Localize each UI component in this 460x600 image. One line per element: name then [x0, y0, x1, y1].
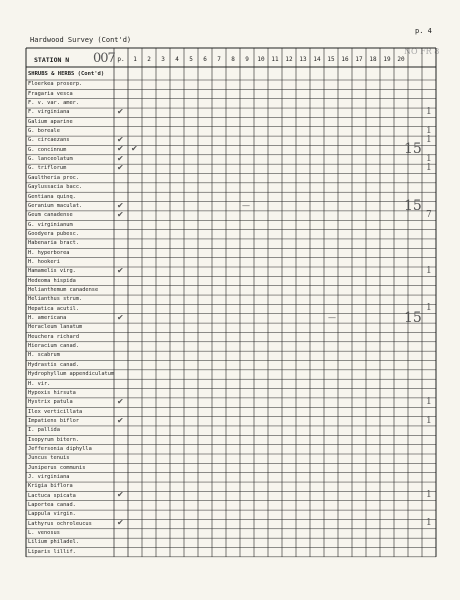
check-mark: ✔: [117, 144, 124, 154]
species-row-label: Lathyrus ochroleucus: [28, 520, 92, 527]
species-row-label: H. hookeri: [28, 258, 60, 265]
check-mark: ✔: [117, 396, 124, 406]
station-label: STATION N: [34, 56, 70, 64]
species-row-label: Liparis lillif.: [28, 548, 76, 555]
species-row-label: Heracleum lanatum: [28, 324, 83, 331]
species-row-label: F. virginiana: [28, 109, 70, 116]
column-header: 4: [175, 56, 179, 63]
species-row-label: Goodyera pubesc.: [28, 230, 80, 237]
tally-mark: 15: [404, 309, 422, 326]
check-mark: ✔: [117, 209, 124, 219]
column-header: 20: [397, 56, 405, 63]
species-row-label: Juniperus communis: [28, 464, 86, 471]
dash-mark: —: [328, 312, 336, 322]
species-row-label: I. pallida: [28, 427, 60, 434]
species-row-label: H. americana: [28, 315, 67, 322]
check-mark: ✔: [117, 490, 124, 500]
check-mark: ✔: [117, 153, 124, 163]
tally-mark: 1: [426, 266, 432, 276]
column-header: 11: [271, 56, 279, 63]
column-header: 19: [383, 56, 391, 63]
species-row-label: Krigia biflora: [28, 483, 73, 490]
tally-mark: 1: [426, 415, 432, 426]
species-row-label: Hydrastis canad.: [28, 361, 80, 368]
species-row-label: Hypoxis hirsuta: [28, 389, 76, 396]
species-row-label: G. concinnum: [28, 146, 67, 153]
species-row-label: Isopyrum bitern.: [28, 436, 80, 443]
column-header: 7: [217, 56, 221, 63]
document-title: Hardwood Survey (Cont'd): [30, 36, 132, 44]
species-row-label: G. virginianum: [28, 221, 73, 228]
tally-mark: 15: [404, 197, 422, 214]
tally-mark: 1: [426, 135, 432, 146]
species-row-label: G. triflorum: [28, 165, 67, 172]
tally-mark: 7: [426, 209, 432, 220]
column-header: 8: [231, 56, 235, 63]
species-row-label: H. vir.: [28, 380, 51, 387]
species-row-label: Impatiens biflor: [28, 417, 80, 424]
tally-mark: 1: [426, 153, 432, 164]
species-row-label: Gaultheria proc.: [28, 174, 80, 181]
column-header: 12: [285, 56, 293, 63]
column-header: 2: [147, 56, 151, 63]
species-row-label: L. venosus: [28, 530, 60, 537]
check-mark: ✔: [117, 415, 124, 425]
column-header: 5: [189, 56, 193, 63]
species-row-label: Lappula virgin.: [28, 511, 76, 518]
species-row-label: Geum canadense: [28, 212, 73, 219]
check-mark: ✔: [117, 518, 124, 528]
check-mark: ✔: [117, 163, 124, 173]
species-row-label: G. circaezans: [28, 137, 70, 144]
dash-mark: —: [242, 200, 250, 210]
column-header: 15: [327, 56, 335, 63]
species-row-label: Ilex verticillata: [28, 408, 83, 415]
species-row-label: Heuchera richard: [28, 333, 80, 340]
species-row-label: Gaylussacia bacc.: [28, 184, 83, 191]
section-heading: SHRUBS & HERBS (Cont'd): [28, 71, 105, 77]
tally-mark: 1: [426, 163, 432, 174]
check-mark: ✔: [117, 200, 124, 210]
tally-mark: 1: [426, 518, 432, 529]
column-header: 6: [203, 56, 207, 63]
column-header: 3: [161, 56, 165, 63]
tally-mark: 15: [404, 141, 422, 158]
tally-mark: 1: [426, 490, 432, 501]
tally-mark: 1: [426, 396, 432, 407]
corner-handwritten-note: NO FR 8: [404, 47, 440, 56]
species-row-label: H. scabrum: [28, 352, 60, 359]
species-row-label: Lactuca spicata: [28, 492, 76, 499]
tally-mark: 1: [426, 125, 432, 136]
check-mark: ✔: [117, 312, 124, 322]
check-mark: ✔: [117, 266, 124, 275]
column-header: 10: [257, 56, 265, 63]
species-row-label: G. lanceolatum: [28, 156, 73, 163]
species-row-label: Helianthemum canadense: [28, 287, 99, 293]
species-row-label: Jeffersonia diphylla: [28, 445, 92, 452]
column-header: 14: [313, 56, 321, 63]
species-row-label: Juncus tenuis: [28, 455, 70, 462]
species-row-label: F. v. var. amer.: [28, 100, 80, 106]
species-row-label: Fragaria vesca: [28, 90, 73, 97]
p-column-header: p.: [117, 56, 125, 63]
species-row-label: J. virginiana: [28, 474, 70, 480]
species-row-label: Hieracium canad.: [28, 343, 80, 350]
column-header: 9: [245, 56, 249, 63]
check-mark: ✔: [117, 135, 124, 145]
station-number: 007: [93, 51, 115, 66]
species-row-label: Lilium philadel.: [28, 539, 80, 546]
species-row-label: Hepatica acutil.: [28, 305, 80, 312]
check-mark: ✔: [131, 144, 138, 154]
tally-mark: 1: [426, 107, 432, 118]
column-header: 1: [133, 56, 137, 63]
species-row-label: Geranium maculat.: [28, 202, 83, 209]
species-row-label: Laportea canad.: [28, 502, 76, 509]
species-row-label: Hydrophyllum appendiculatum: [28, 371, 115, 378]
species-row-label: G. boreale: [28, 128, 60, 135]
tally-mark: 1: [426, 303, 432, 314]
species-row-label: Hystrix patula: [28, 399, 73, 406]
species-row-label: Helianthus strum.: [28, 296, 83, 303]
species-row-label: Hedeoma hispida: [28, 277, 76, 284]
species-row-label: Habenaria bract.: [28, 240, 80, 247]
column-header: 16: [341, 56, 349, 63]
species-row-label: Gentiana quinq.: [28, 193, 76, 200]
page-number: p. 4: [415, 27, 432, 35]
species-row-label: Galium aparine: [28, 118, 73, 125]
species-row-label: Hamamelis virg.: [28, 268, 76, 275]
species-row-label: Floerkea proserp.: [28, 81, 83, 88]
column-header: 13: [299, 56, 307, 63]
species-row-label: H. hyperborea: [28, 249, 70, 256]
check-mark: ✔: [117, 107, 124, 117]
column-header: 18: [369, 56, 377, 63]
column-header: 17: [355, 56, 363, 63]
